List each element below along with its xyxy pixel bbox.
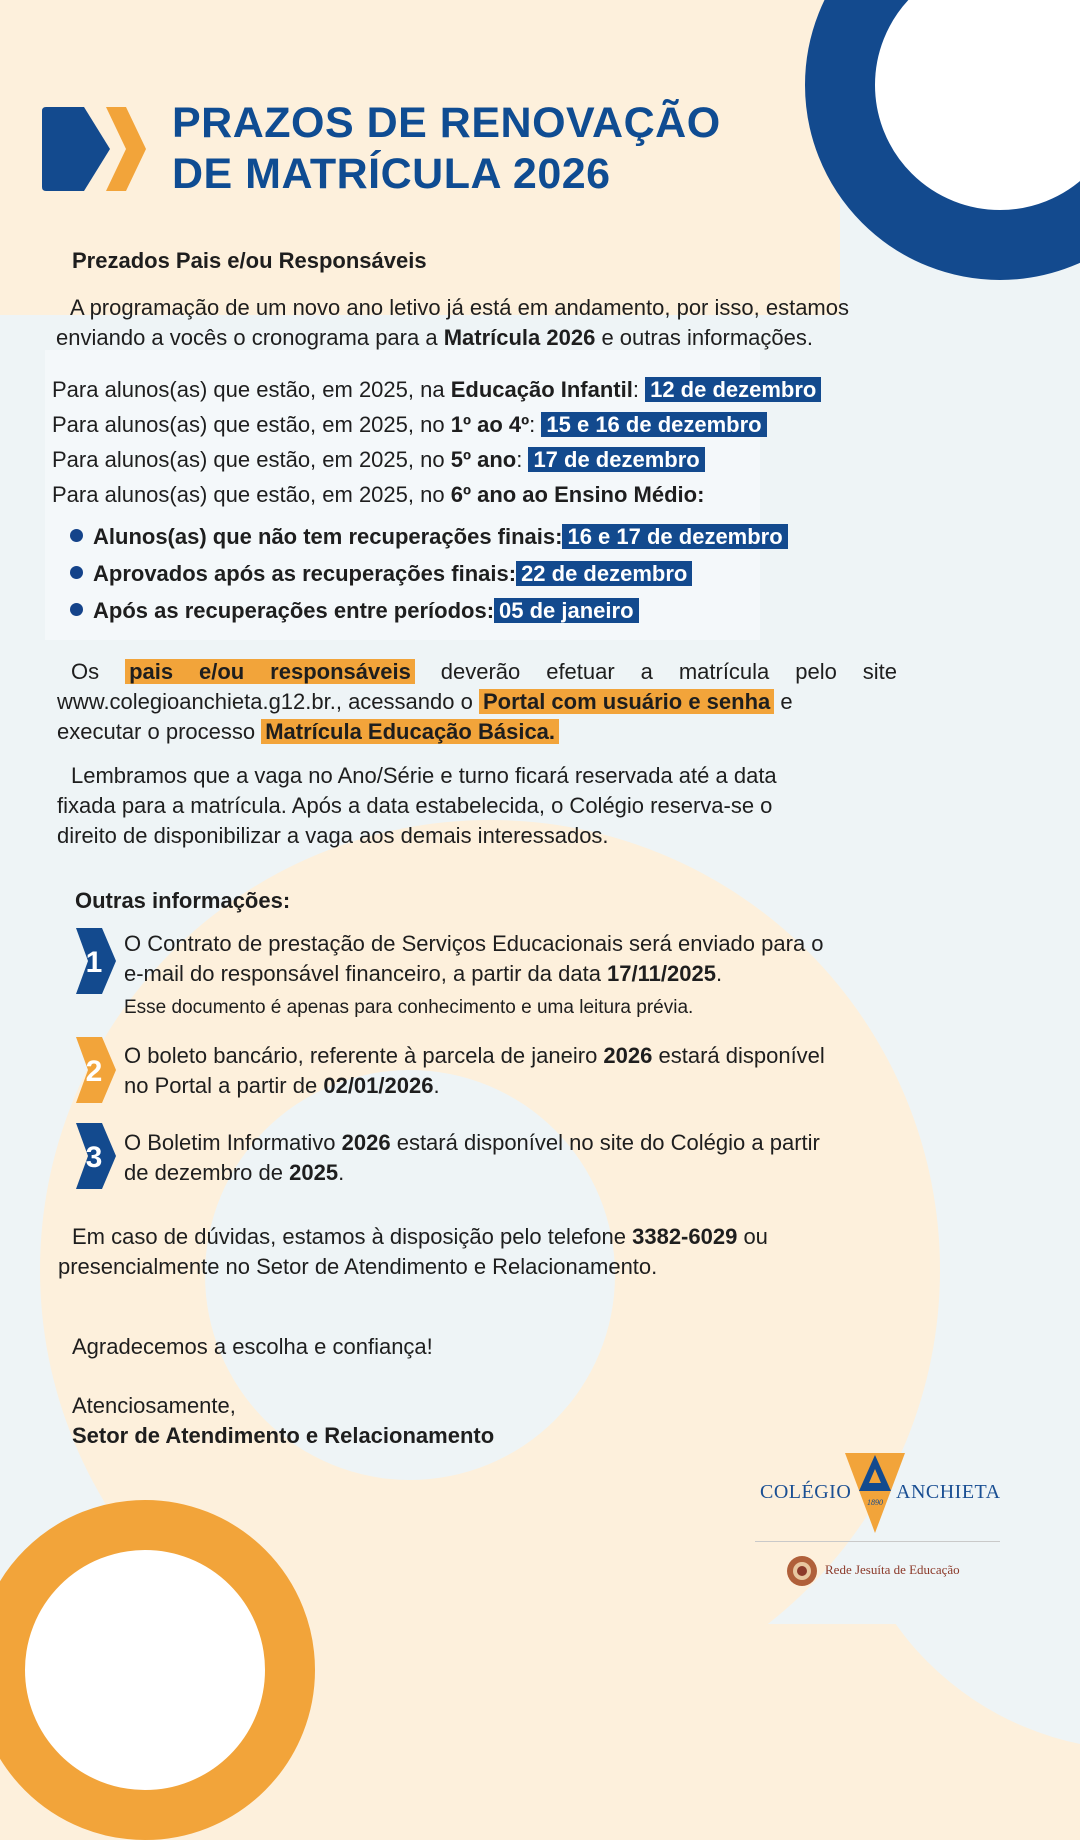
other-info-heading: Outras informações:: [75, 888, 291, 913]
highlight: Portal com usuário e senha: [479, 689, 774, 714]
number-2-icon: [76, 1037, 116, 1103]
date-badge: 05 de janeiro: [494, 598, 639, 623]
highlight: pais e/ou responsáveis: [125, 659, 415, 684]
sub-schedule-item: Alunos(as) que não tem recuperações finais: 16 e 17 de dezembro: [70, 524, 788, 550]
sub-schedule-item: Após as recuperações entre períodos: 05 de janeiro: [70, 598, 639, 624]
greeting: Prezados Pais e/ou Responsáveis: [72, 248, 427, 273]
schedule-row: Para alunos(as) que estão, em 2025, no 1º ao 4º: 15 e 16 de dezembro: [52, 410, 767, 440]
logo-divider: [755, 1541, 1000, 1542]
sub-schedule-item: Aprovados após as recuperações finais: 22 de dezembro: [70, 561, 692, 587]
jesuit-seal-icon: [786, 1555, 818, 1587]
schedule-row: Para alunos(as) que estão, em 2025, no 6º ano ao Ensino Médio:: [52, 482, 705, 507]
number-label: 1: [85, 946, 103, 979]
enrollment-paragraph: Os pais e/ou responsáveis deverão efetuar a matrícula pelo site www.colegioanchieta.g12.br., acessando o Portal com usuário e senha e executar o processo Matrícula Educação Básica.: [57, 659, 897, 744]
date-badge: 22 de dezembro: [516, 561, 692, 586]
reminder-paragraph: Lembramos que a vaga no Ano/Série e turno ficará reservada até a data fixada para a matrícula. Após a data estabelecida, o Colégio reserva-se o direito de disponibilizar a vaga aos demais interessados.: [57, 763, 777, 848]
chevron-icon: [42, 107, 147, 191]
number-label: 2: [85, 1055, 103, 1088]
number-3-icon: [76, 1123, 116, 1189]
bullet-icon: [70, 529, 83, 542]
page-title: PRAZOS DE RENOVAÇÃO DE MATRÍCULA 2026: [172, 99, 721, 198]
highlight: Matrícula Educação Básica.: [261, 719, 559, 744]
bullet-icon: [70, 566, 83, 579]
signature: Setor de Atendimento e Relacionamento: [72, 1423, 495, 1448]
info-item: O Contrato de prestação de Serviços Educacionais será enviado para o e-mail do responsável financeiro, a partir da data 17/11/2025. Esse documento é apenas para conhecimento e uma leitura prévia.: [124, 931, 824, 1018]
thanks-text: Agradecemos a escolha e confiança!: [72, 1334, 433, 1359]
network-name: Rede Jesuíta de Educação: [825, 1562, 960, 1577]
info-item: O Boletim Informativo 2026 estará disponível no site do Colégio a partir de dezembro de 2025.: [124, 1130, 820, 1185]
info-item: O boleto bancário, referente à parcela de janeiro 2026 estará disponível no Portal a partir de 02/01/2026.: [124, 1043, 825, 1098]
number-1-icon: [76, 928, 116, 994]
logo-text-right: ANCHIETA: [896, 1481, 1001, 1503]
signoff-text: Atenciosamente,: [72, 1393, 236, 1418]
intro-paragraph: A programação de um novo ano letivo já está em andamento, por isso, estamos enviando a vocês o cronograma para a Matrícula 2026 e outras informações.: [56, 295, 849, 350]
date-badge: 17 de dezembro: [528, 447, 704, 472]
date-badge: 16 e 17 de dezembro: [562, 524, 787, 549]
number-label: 3: [85, 1141, 103, 1174]
schedule-row: Para alunos(as) que estão, em 2025, no 5º ano: 17 de dezembro: [52, 445, 705, 475]
schedule-row: Para alunos(as) que estão, em 2025, na Educação Infantil: 12 de dezembro: [52, 375, 821, 405]
logo-year: 1890: [867, 1498, 883, 1507]
bullet-icon: [70, 603, 83, 616]
contact-paragraph: Em caso de dúvidas, estamos à disposição pelo telefone 3382-6029 ou presencialmente no Setor de Atendimento e Relacionamento.: [58, 1224, 768, 1279]
logo-text-left: COLÉGIO: [760, 1481, 852, 1503]
date-badge: 12 de dezembro: [645, 377, 821, 402]
date-badge: 15 e 16 de dezembro: [541, 412, 766, 437]
